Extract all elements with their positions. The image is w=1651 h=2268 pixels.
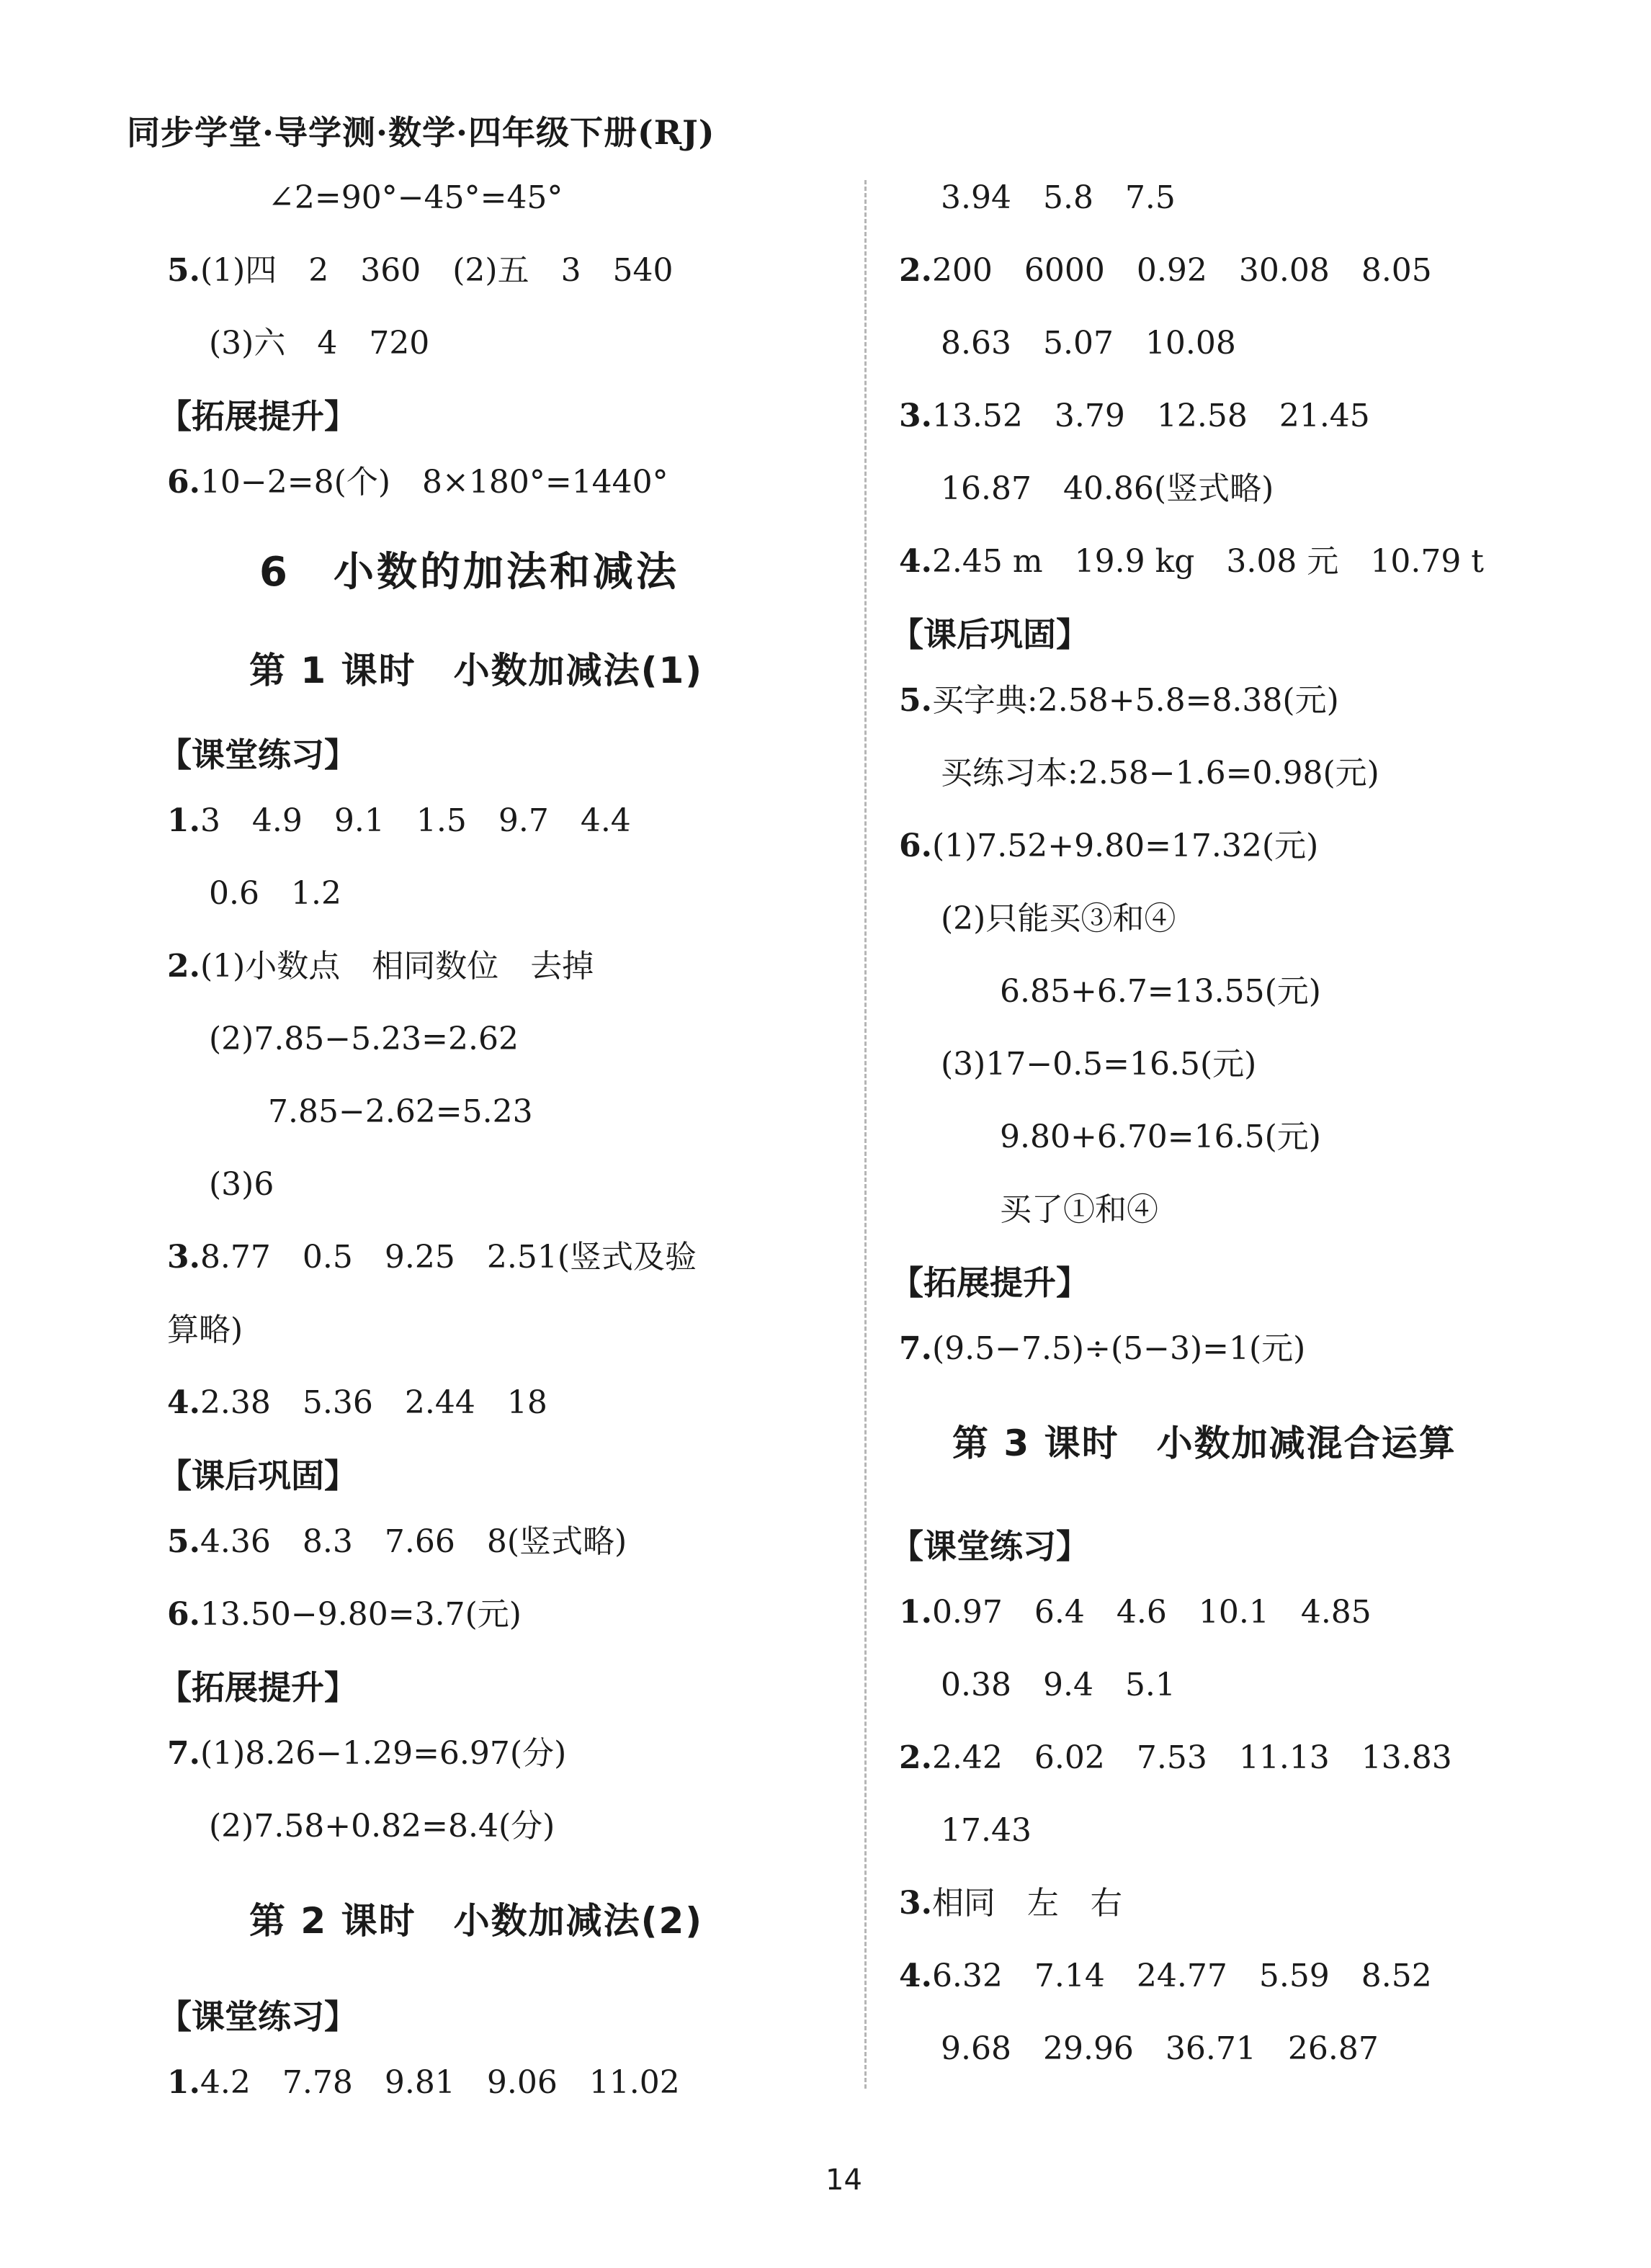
answer-1b: [167, 2065, 844, 2101]
answer-5: [167, 253, 844, 289]
lesson-title: 第 2 课时 小数加减法(2): [249, 1900, 704, 1942]
answer-4r: [899, 544, 1619, 580]
column-divider: [864, 180, 867, 2089]
answer-3c: [899, 1886, 1619, 1922]
item-number: 7.: [167, 1735, 200, 1772]
answer-text: 6.32 7.14 24.77 5.59 8.52: [931, 1958, 1432, 1994]
answer-line: 9.68 29.96 36.71 26.87: [941, 2030, 1379, 2067]
answer-1r: [899, 1595, 1619, 1631]
answer-text: 13.50−9.80=3.7(元): [200, 1596, 522, 1633]
answer-line: 买练习本:2.58−1.6=0.98(元): [941, 755, 1379, 792]
answer-6b: [167, 1597, 844, 1633]
section-heading: 【课堂练习】: [158, 735, 357, 774]
item-number: 5.: [167, 1523, 200, 1560]
item-number: 3.: [899, 398, 932, 434]
answer-text: 8.77 0.5 9.25 2.51(竖式及验: [200, 1239, 697, 1276]
answer-text: 4.2 7.78 9.81 9.06 11.02: [200, 2064, 680, 2101]
answer-text: (1)7.52+9.80=17.32(元): [931, 828, 1319, 864]
answer-6: [167, 465, 844, 501]
answer-7: [167, 1736, 844, 1772]
answer-4: [167, 1385, 844, 1421]
answer-line: 17.43: [941, 1812, 1032, 1849]
page-header: 同步学堂·导学测·数学·四年级下册(RJ): [127, 113, 715, 152]
answer-text: 2.42 6.02 7.53 11.13 13.83: [931, 1739, 1452, 1776]
answer-text: 13.52 3.79 12.58 21.45: [931, 398, 1370, 434]
item-number: 4.: [899, 1958, 932, 1994]
section-heading: 【课后巩固】: [890, 615, 1089, 654]
answer-line: (3)六 4 720: [209, 325, 430, 362]
item-number: 5.: [899, 682, 932, 719]
section-heading: 【拓展提升】: [158, 1668, 357, 1707]
answer-line: 0.38 9.4 5.1: [941, 1667, 1176, 1703]
answer-line: 7.85−2.62=5.23: [268, 1093, 533, 1130]
answer-text: (9.5−7.5)÷(5−3)=1(元): [931, 1330, 1306, 1367]
answer-line: 0.6 1.2: [209, 875, 341, 912]
answer-text: 4.36 8.3 7.66 8(竖式略): [200, 1523, 627, 1560]
item-number: 2.: [899, 1739, 932, 1776]
lesson-title: 第 1 课时 小数加减法(1): [249, 650, 704, 691]
answer-line: 算略): [167, 1312, 243, 1348]
item-number: 7.: [899, 1330, 932, 1367]
answer-line: (2)7.58+0.82=8.4(分): [209, 1808, 555, 1845]
item-number: 6.: [899, 828, 932, 864]
item-number: 2.: [899, 252, 932, 289]
item-number: 1.: [167, 802, 200, 839]
page-number: 14: [825, 2164, 862, 2197]
answer-text: 3 4.9 9.1 1.5 9.7 4.4: [200, 802, 631, 839]
answer-line: 16.87 40.86(竖式略): [941, 470, 1274, 507]
answer-line: (3)17−0.5=16.5(元): [941, 1046, 1257, 1083]
item-number: 3.: [899, 1885, 932, 1922]
answer-line: (3)6: [209, 1166, 274, 1203]
item-number: 6.: [167, 464, 200, 501]
answer-6r: [899, 828, 1619, 864]
answer-line: 9.80+6.70=16.5(元): [1000, 1119, 1321, 1155]
answer-line: 3.94 5.8 7.5: [941, 179, 1176, 216]
item-number: 6.: [167, 1596, 200, 1633]
answer-text: 2.38 5.36 2.44 18: [200, 1384, 547, 1421]
answer-text: 相同 左 右: [931, 1885, 1122, 1922]
item-number: 1.: [167, 2064, 200, 2101]
section-heading: 【课后巩固】: [158, 1456, 357, 1495]
answer-line: ∠2=90°−45°=45°: [268, 179, 563, 216]
answer-text: (1)8.26−1.29=6.97(分): [200, 1735, 567, 1772]
answer-text: 2.45 m 19.9 kg 3.08 元 10.79 t: [931, 543, 1484, 580]
item-number: 5.: [167, 252, 200, 289]
left-column: [158, 179, 844, 2138]
item-number: 3.: [167, 1239, 200, 1276]
item-number: 4.: [167, 1384, 200, 1421]
answer-5b: [167, 1524, 844, 1560]
answer-line: (2)7.85−5.23=2.62: [209, 1021, 519, 1057]
answer-text: 10−2=8(个) 8×180°=1440°: [200, 464, 668, 501]
answer-text: 买字典:2.58+5.8=8.38(元): [931, 682, 1339, 719]
answer-2c: [899, 1740, 1619, 1776]
answer-text: 0.97 6.4 4.6 10.1 4.85: [931, 1594, 1372, 1631]
answer-2: [167, 949, 844, 985]
answer-line: 8.63 5.07 10.08: [941, 325, 1236, 362]
answer-text: (1)四 2 360 (2)五 3 540: [200, 252, 674, 289]
answer-2r: [899, 253, 1619, 289]
section-heading: 【拓展提升】: [158, 397, 357, 436]
section-heading: 【拓展提升】: [890, 1263, 1089, 1302]
answer-line: 6.85+6.7=13.55(元): [1000, 973, 1321, 1010]
answer-text: (1)小数点 相同数位 去掉: [200, 948, 594, 985]
lesson-title: 第 3 课时 小数加减混合运算: [952, 1422, 1457, 1464]
answer-1: [167, 803, 844, 839]
answer-5r: [899, 683, 1619, 719]
answer-3: [167, 1240, 844, 1276]
right-column: [890, 179, 1619, 2104]
answer-line: (2)只能买③和④: [941, 900, 1176, 937]
answer-line: 买了①和④: [1000, 1191, 1158, 1228]
answer-3r: [899, 398, 1619, 434]
chapter-title: 6 小数的加法和减法: [259, 549, 679, 596]
answer-4c: [899, 1958, 1619, 1994]
answer-text: 200 6000 0.92 30.08 8.05: [931, 252, 1432, 289]
item-number: 1.: [899, 1594, 932, 1631]
item-number: 2.: [167, 948, 200, 985]
section-heading: 【课堂练习】: [158, 1997, 357, 2036]
answer-7r: [899, 1331, 1619, 1367]
section-heading: 【课堂练习】: [890, 1527, 1089, 1566]
item-number: 4.: [899, 543, 932, 580]
